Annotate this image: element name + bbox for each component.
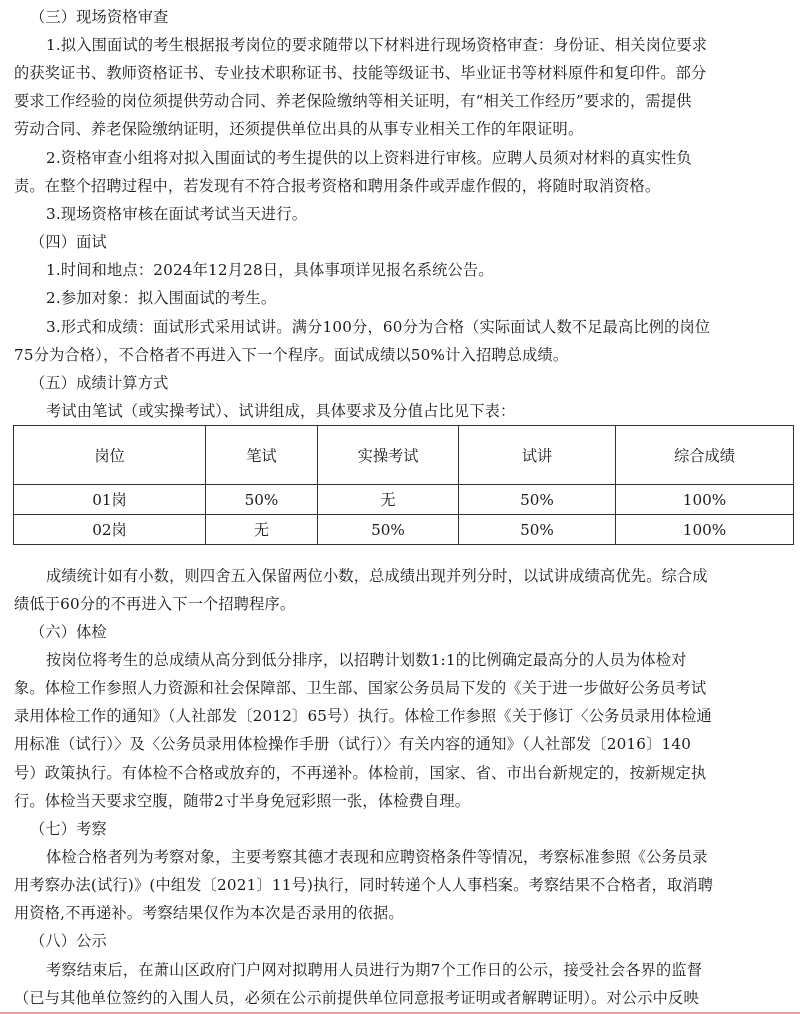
s5-after-line-1: 成绩统计如有小数，则四舍五入保留两位小数，总成绩出现并列分时，以试讲成绩高优先。综合成 [46, 567, 708, 585]
section-3-title: （三）现场资格审查 [30, 8, 169, 26]
s6-p1-line-6: 行。体检当天要求空腹，随带2寸半身免冠彩照一张，体检费自理。 [14, 792, 471, 810]
cell: 无 [318, 485, 459, 515]
cell: 50% [318, 515, 459, 545]
header-total: 综合成绩 [616, 426, 794, 485]
s4-p2: 2.参加对象：拟入围面试的考生。 [46, 289, 277, 307]
cell: 无 [206, 515, 318, 545]
cell: 02岗 [14, 515, 206, 545]
s3-p2-line-1: 2.资格审查小组将对拟入围面试的考生提供的以上资料进行审核。应聘人员须对材料的真实性负 [46, 149, 692, 167]
header-lecture: 试讲 [459, 426, 616, 485]
s8-p1-line-1: 考察结束后，在萧山区政府门户网对拟聘用人员进行为期7个工作日的公示，接受社会各界的监督 [46, 961, 703, 979]
table-row [14, 515, 794, 545]
header-position: 岗位 [14, 426, 206, 485]
s3-p1-line-3: 要求工作经验的岗位须提供劳动合同、养老保险缴纳等相关证明，有“相关工作经历”要求的，需提供 [14, 92, 692, 110]
s5-after-line-2: 绩低于60分的不再进入下一个招聘程序。 [14, 595, 296, 613]
s6-p1-line-1: 按岗位将考生的总成绩从高分到低分排序，以招聘计划数1:1的比例确定最高分的人员为体检对 [46, 651, 687, 669]
s4-p3-line-2: 75分为合格），不合格者不再进入下一个程序。面试成绩以50%计入招聘总成绩。 [14, 346, 569, 364]
s3-p2-line-2: 责。在整个招聘过程中，若发现有不符合报考资格和聘用条件或弄虚作假的，将随时取消资格。 [14, 177, 661, 195]
header-practical: 实操考试 [318, 426, 459, 485]
s3-p1-line-1: 1.拟入围面试的考生根据报考岗位的要求随带以下材料进行现场资格审查：身份证、相关岗位要求 [46, 36, 708, 54]
cell: 01岗 [14, 485, 206, 515]
s8-p1-line-2: （已与其他单位签约的入围人员，必须在公示前提供单位同意报考证明或者解聘证明）。对公示中反映 [14, 989, 699, 1007]
section-7-title: （七）考察 [30, 820, 107, 838]
table-header-row [14, 426, 794, 485]
s7-p1-line-2: 用考察办法(试行)》(中组发〔2021〕11号)执行，同时转递个人人事档案。考察结果不合格者，取消聘 [14, 876, 714, 894]
s7-p1-line-3: 用资格,不再递补。考察结果仅作为本次是否录用的依据。 [14, 904, 404, 922]
s4-p3-line-1: 3.形式和成绩：面试形式采用试讲。满分100分，60分为合格（实际面试人数不足最高比例的岗位 [46, 318, 711, 336]
s3-p1-line-2: 的获奖证书、教师资格证书、专业技术职称证书、技能等级证书、毕业证书等材料原件和复印件。部分 [14, 64, 707, 82]
cell: 50% [459, 485, 616, 515]
cell: 50% [206, 485, 318, 515]
s3-p3: 3.现场资格审核在面试考试当天进行。 [46, 205, 308, 223]
table-row [14, 485, 794, 515]
s6-p1-line-3: 录用体检工作的通知》（人社部发〔2012〕65号）执行。体检工作参照《关于修订〈公务员录用体检通 [14, 707, 712, 725]
s6-p1-line-5: 号）政策执行。有体检不合格或放弃的，不再递补。体检前，国家、省、市出台新规定的，按新规定执 [14, 764, 707, 782]
cell: 100% [616, 485, 794, 515]
score-table [13, 425, 794, 545]
s7-p1-line-1: 体检合格者列为考察对象，主要考察其德才表现和应聘资格条件等情况，考察标准参照《公务员录 [46, 848, 708, 866]
s6-p1-line-2: 象。体检工作参照人力资源和社会保障部、卫生部、国家公务员局下发的《关于进一步做好公务员考试 [14, 679, 707, 697]
s5-intro: 考试由笔试（或实操考试）、试讲组成，具体要求及分值占比见下表： [46, 402, 516, 420]
section-5-title: （五）成绩计算方式 [30, 374, 169, 392]
s4-p1: 1.时间和地点：2024年12月28日，具体事项详见报名系统公告。 [46, 261, 494, 279]
section-4-title: （四）面试 [30, 233, 107, 251]
s6-p1-line-4: 用标准（试行）〉及〈公务员录用体检操作手册（试行）〉有关内容的通知》（人社部发〔2016〕140 [14, 735, 692, 753]
section-8-title: （八）公示 [30, 932, 107, 950]
s3-p1-line-4: 劳动合同、养老保险缴纳证明，还须提供单位出具的从事专业相关工作的年限证明。 [14, 120, 584, 138]
section-6-title: （六）体检 [30, 623, 107, 641]
header-written: 笔试 [206, 426, 318, 485]
cell: 100% [616, 515, 794, 545]
cell: 50% [459, 515, 616, 545]
